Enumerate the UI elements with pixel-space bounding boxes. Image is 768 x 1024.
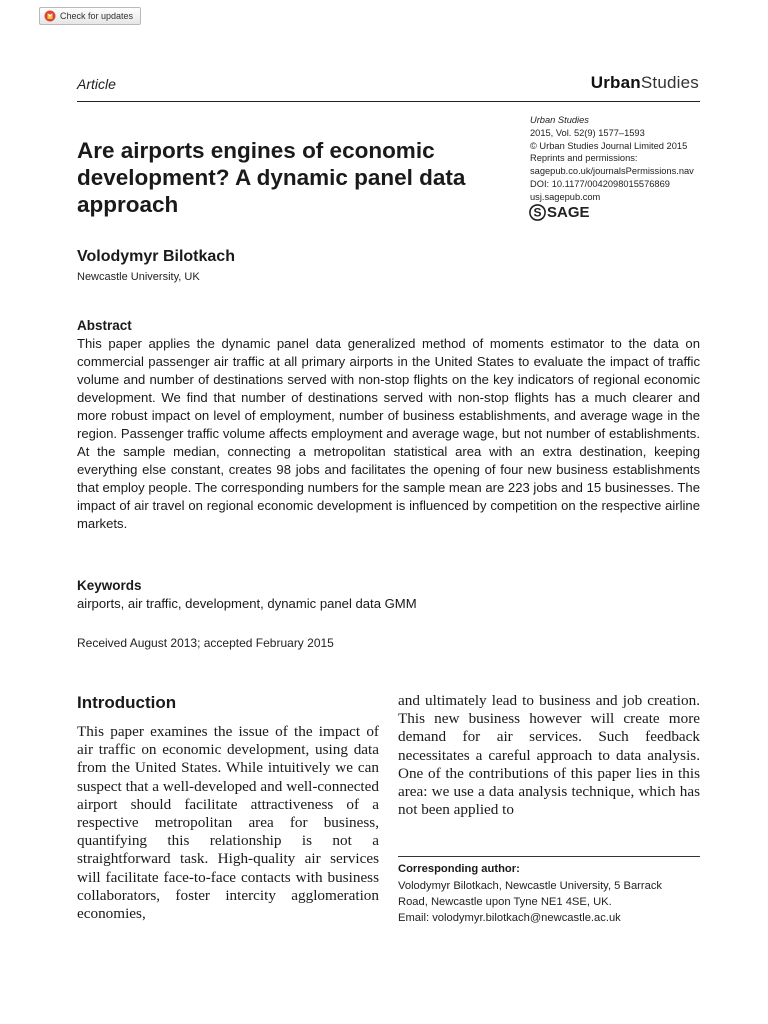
meta-reprints: Reprints and permissions:: [530, 153, 638, 164]
abstract-heading: Abstract: [77, 318, 132, 333]
introduction-heading: Introduction: [77, 693, 177, 712]
corresponding-author-heading: Corresponding author:: [398, 863, 520, 875]
author-affiliation: Newcastle University, UK: [77, 271, 200, 283]
body-column-left: This paper examines the issue of the impact of air traffic on economic development, using data from the United States. While intuitively we can suspect that a well-developed and well-connected airport should facilitate attractiveness of a respective metropolitan area for business, quantifying this relationship is not a straightforward task. High-quality air services will facilitate face-to-face contacts with business collaborators, foster intercity agglomeration economies,: [77, 723, 379, 923]
check-for-updates-button[interactable]: [39, 7, 141, 25]
header-rule: [77, 101, 700, 102]
body-column-right: and ultimately lead to business and job creation. This new business however will create more demand for air services. Such feedback necessitates a careful approach to data analysis. One of the contributions of this paper lies in this area: we use a data analysis technique, which has not been applied to: [398, 692, 700, 819]
meta-citation: 2015, Vol. 52(9) 1577–1593: [530, 127, 645, 138]
meta-journal: Urban Studies: [530, 115, 589, 125]
svg-text:S: S: [533, 205, 542, 220]
sage-circle-icon: [529, 204, 546, 221]
meta-copyright: © Urban Studies Journal Limited 2015: [530, 140, 688, 151]
author-name: Volodymyr Bilotkach: [77, 248, 235, 265]
footnote-rule: [398, 856, 700, 857]
check-for-updates-label: Check for updates: [60, 11, 134, 21]
received-dates: Received August 2013; accepted February 2015: [77, 636, 334, 650]
corresponding-line-2: Road, Newcastle upon Tyne NE1 4SE, UK.: [398, 896, 612, 908]
meta-site-link[interactable]: usj.sagepub.com: [530, 191, 601, 202]
crossmark-icon: [44, 10, 56, 22]
corresponding-author-details: [398, 878, 700, 926]
meta-doi[interactable]: DOI: 10.1177/0042098015576869: [530, 178, 670, 189]
corresponding-line-1: Volodymyr Bilotkach, Newcastle University, 5 Barrack: [398, 880, 663, 892]
journal-logo-bold: Urban: [590, 73, 641, 92]
sage-logo-text: SAGE: [547, 204, 590, 221]
sage-logo: [529, 204, 590, 221]
meta-reprints-link[interactable]: sagepub.co.uk/journalsPermissions.nav: [530, 166, 694, 177]
publication-meta: [530, 114, 730, 204]
keywords-text: airports, air traffic, development, dynamic panel data GMM: [77, 596, 417, 611]
article-type-label: Article: [77, 76, 116, 92]
journal-logo: [591, 73, 699, 93]
abstract-text: This paper applies the dynamic panel data generalized method of moments estimator to the data on commercial passenger air traffic at all primary airports in the United States to evaluate the impact of traffic volume and number of destinations served with non-stop flights on the key indicators of regional economic development. We find that number of destinations served with non-stop flights has a much clearer and more robust impact on level of employment, number of business establishments, and average wage in the region. Passenger traffic volume affects employment and average wage, but not number of establishments. At the sample median, connecting a metropolitan statistical area with an extra destination, keeping everything else constant, creates 98 jobs and facilitates the opening of four new business establishments that employ people. The corresponding numbers for the sample mean are 223 jobs and 15 businesses. The impact of air travel on regional economic development is influenced by competition on the respective airline markets.: [77, 336, 700, 531]
paper-title: Are airports engines of economic development? A dynamic panel data approach: [77, 138, 466, 217]
keywords-heading: Keywords: [77, 578, 142, 593]
corresponding-email[interactable]: Email: volodymyr.bilotkach@newcastle.ac.uk: [398, 912, 621, 924]
journal-logo-light: Studies: [640, 73, 699, 92]
